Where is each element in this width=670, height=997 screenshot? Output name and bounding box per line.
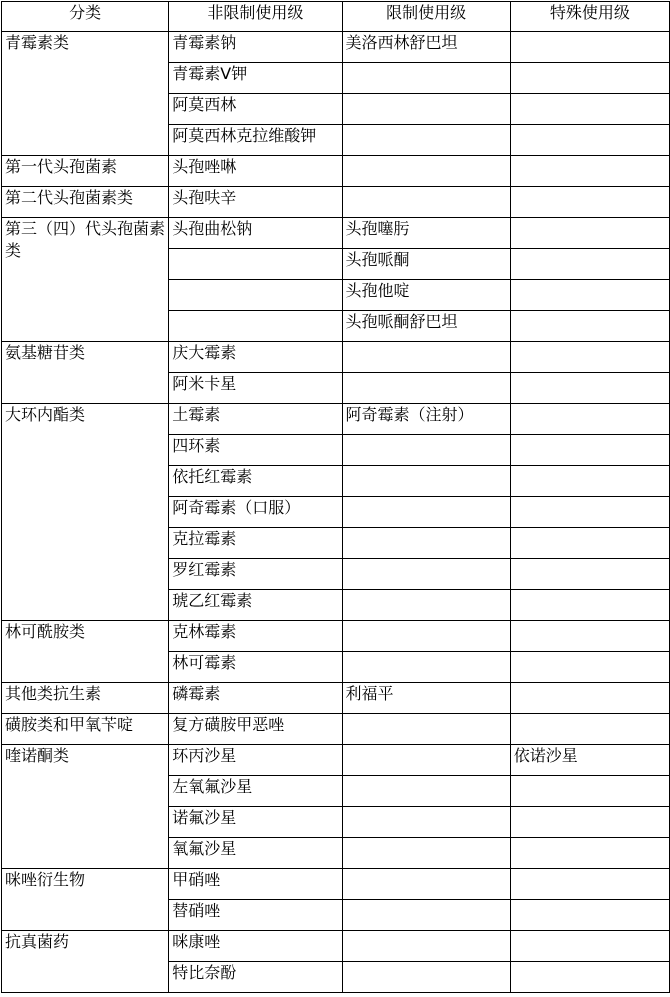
restricted-cell — [342, 156, 510, 187]
restricted-cell — [342, 776, 510, 807]
unrestricted-cell: 左氧氟沙星 — [169, 776, 342, 807]
special-cell — [510, 342, 669, 373]
unrestricted-cell: 头孢唑啉 — [169, 156, 342, 187]
special-cell — [510, 962, 669, 993]
special-cell — [510, 931, 669, 962]
restricted-cell — [342, 621, 510, 652]
table-row — [2, 404, 670, 435]
special-cell — [510, 497, 669, 528]
unrestricted-cell: 环丙沙星 — [169, 745, 342, 776]
special-cell — [510, 900, 669, 931]
special-cell — [510, 125, 669, 156]
special-cell — [510, 652, 669, 683]
unrestricted-cell: 阿米卡星 — [169, 373, 342, 404]
table-body — [2, 32, 670, 993]
category-cell: 青霉素类 — [2, 32, 169, 156]
unrestricted-cell: 阿莫西林克拉维酸钾 — [169, 125, 342, 156]
unrestricted-cell — [169, 280, 342, 311]
unrestricted-cell — [169, 249, 342, 280]
restricted-cell — [342, 63, 510, 94]
restricted-cell: 头孢哌酮 — [342, 249, 510, 280]
table-row — [2, 156, 670, 187]
unrestricted-cell: 头孢呋辛 — [169, 187, 342, 218]
table-row — [2, 931, 670, 962]
special-cell — [510, 249, 669, 280]
category-cell: 第三（四）代头孢菌素类 — [2, 218, 169, 342]
table-row — [2, 683, 670, 714]
special-cell — [510, 714, 669, 745]
category-cell: 氨基糖苷类 — [2, 342, 169, 404]
special-cell — [510, 435, 669, 466]
special-cell — [510, 559, 669, 590]
antibiotic-classification-table — [1, 1, 670, 993]
table-row — [2, 714, 670, 745]
unrestricted-cell: 头孢曲松钠 — [169, 218, 342, 249]
special-cell — [510, 187, 669, 218]
special-cell — [510, 32, 669, 63]
special-cell — [510, 156, 669, 187]
special-cell — [510, 94, 669, 125]
unrestricted-cell: 特比奈酚 — [169, 962, 342, 993]
unrestricted-cell: 土霉素 — [169, 404, 342, 435]
table-row — [2, 621, 670, 652]
special-cell — [510, 807, 669, 838]
unrestricted-cell: 诺氟沙星 — [169, 807, 342, 838]
restricted-cell — [342, 435, 510, 466]
restricted-cell — [342, 931, 510, 962]
unrestricted-cell: 青霉素V钾 — [169, 63, 342, 94]
restricted-cell — [342, 962, 510, 993]
unrestricted-cell: 克林霉素 — [169, 621, 342, 652]
restricted-cell — [342, 528, 510, 559]
table-row — [2, 218, 670, 249]
unrestricted-cell: 氧氟沙星 — [169, 838, 342, 869]
special-cell — [510, 776, 669, 807]
special-cell — [510, 63, 669, 94]
special-cell — [510, 869, 669, 900]
restricted-cell: 美洛西林舒巴坦 — [342, 32, 510, 63]
special-cell — [510, 218, 669, 249]
restricted-cell — [342, 373, 510, 404]
restricted-cell — [342, 187, 510, 218]
restricted-cell: 利福平 — [342, 683, 510, 714]
special-cell — [510, 838, 669, 869]
restricted-cell: 头孢他啶 — [342, 280, 510, 311]
restricted-cell — [342, 466, 510, 497]
restricted-cell: 头孢噻肟 — [342, 218, 510, 249]
unrestricted-cell: 替硝唑 — [169, 900, 342, 931]
category-cell: 林可酰胺类 — [2, 621, 169, 683]
restricted-cell — [342, 497, 510, 528]
unrestricted-cell: 咪康唑 — [169, 931, 342, 962]
restricted-cell — [342, 125, 510, 156]
header-restricted: 限制使用级 — [342, 2, 510, 32]
table-row — [2, 32, 670, 63]
unrestricted-cell: 磷霉素 — [169, 683, 342, 714]
category-cell: 第一代头孢菌素 — [2, 156, 169, 187]
special-cell — [510, 311, 669, 342]
header-unrestricted: 非限制使用级 — [169, 2, 342, 32]
category-cell: 抗真菌药 — [2, 931, 169, 993]
special-cell — [510, 280, 669, 311]
restricted-cell — [342, 900, 510, 931]
category-cell: 咪唑衍生物 — [2, 869, 169, 931]
unrestricted-cell: 青霉素钠 — [169, 32, 342, 63]
restricted-cell: 头孢哌酮舒巴坦 — [342, 311, 510, 342]
unrestricted-cell: 复方磺胺甲恶唑 — [169, 714, 342, 745]
special-cell — [510, 404, 669, 435]
table-row — [2, 342, 670, 373]
category-cell: 大环内酯类 — [2, 404, 169, 621]
restricted-cell — [342, 807, 510, 838]
restricted-cell — [342, 745, 510, 776]
unrestricted-cell: 阿莫西林 — [169, 94, 342, 125]
unrestricted-cell: 四环素 — [169, 435, 342, 466]
restricted-cell — [342, 94, 510, 125]
unrestricted-cell: 琥乙红霉素 — [169, 590, 342, 621]
special-cell: 依诺沙星 — [510, 745, 669, 776]
unrestricted-cell: 罗红霉素 — [169, 559, 342, 590]
restricted-cell — [342, 590, 510, 621]
table-row — [2, 869, 670, 900]
special-cell — [510, 590, 669, 621]
category-cell: 其他类抗生素 — [2, 683, 169, 714]
restricted-cell: 阿奇霉素（注射） — [342, 404, 510, 435]
restricted-cell — [342, 559, 510, 590]
special-cell — [510, 373, 669, 404]
restricted-cell — [342, 652, 510, 683]
table-row — [2, 187, 670, 218]
header-category: 分类 — [2, 2, 169, 32]
restricted-cell — [342, 342, 510, 373]
category-cell: 磺胺类和甲氧苄啶 — [2, 714, 169, 745]
unrestricted-cell: 林可霉素 — [169, 652, 342, 683]
special-cell — [510, 621, 669, 652]
header-row — [2, 2, 670, 32]
special-cell — [510, 683, 669, 714]
category-cell: 第二代头孢菌素类 — [2, 187, 169, 218]
special-cell — [510, 466, 669, 497]
table-row — [2, 745, 670, 776]
unrestricted-cell: 阿奇霉素（口服） — [169, 497, 342, 528]
unrestricted-cell — [169, 311, 342, 342]
table-header — [2, 2, 670, 32]
unrestricted-cell: 克拉霉素 — [169, 528, 342, 559]
header-special: 特殊使用级 — [510, 2, 669, 32]
unrestricted-cell: 甲硝唑 — [169, 869, 342, 900]
restricted-cell — [342, 869, 510, 900]
special-cell — [510, 528, 669, 559]
unrestricted-cell: 庆大霉素 — [169, 342, 342, 373]
category-cell: 喹诺酮类 — [2, 745, 169, 869]
unrestricted-cell: 依托红霉素 — [169, 466, 342, 497]
restricted-cell — [342, 714, 510, 745]
restricted-cell — [342, 838, 510, 869]
